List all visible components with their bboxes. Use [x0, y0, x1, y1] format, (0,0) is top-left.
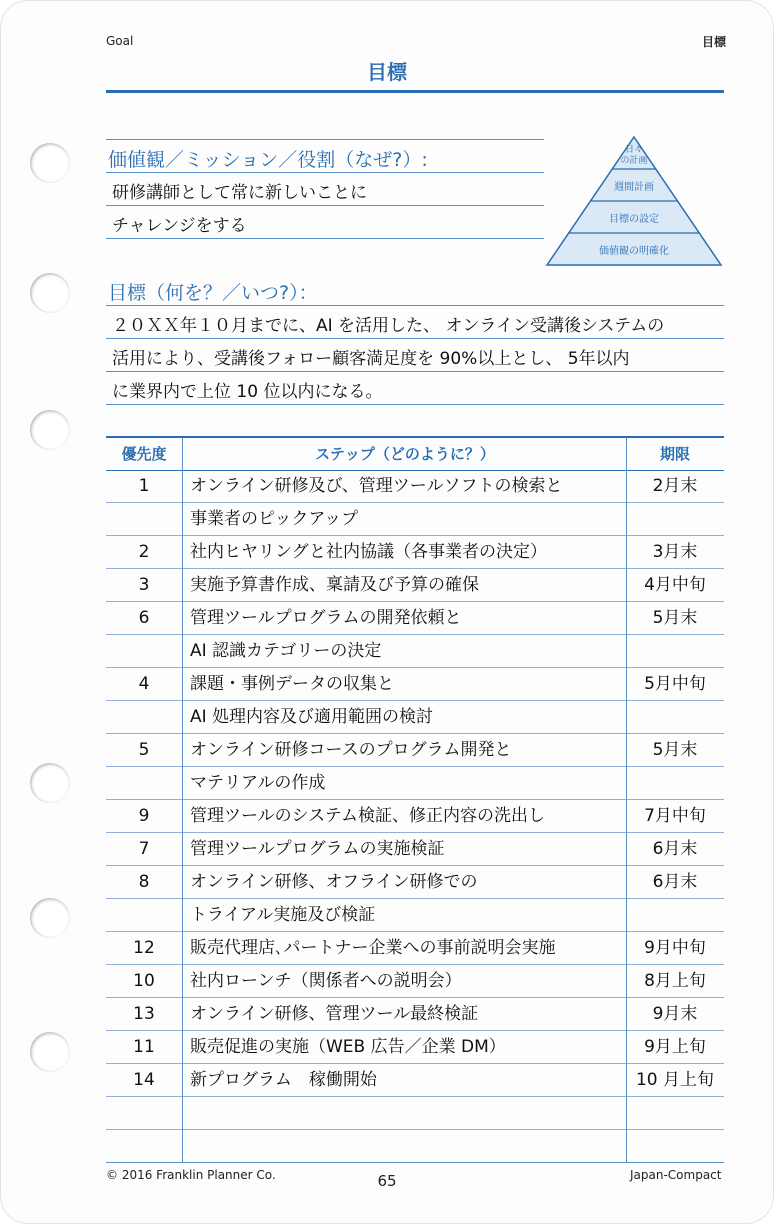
table-divider [182, 438, 183, 1162]
priority-cell: 6 [138, 608, 150, 628]
pyramid-level-values: 価値観の明確化 [599, 246, 669, 257]
table-row [106, 536, 724, 569]
binder-hole [30, 763, 70, 803]
step-cell: AI 処理内容及び適用範囲の検討 [190, 707, 434, 727]
priority-cell [106, 635, 182, 667]
table-row [106, 1064, 724, 1097]
priority-cell [106, 503, 182, 535]
deadline-cell [626, 767, 724, 799]
section-line [106, 205, 544, 206]
priority-cell [106, 1130, 182, 1162]
step-cell: オンライン研修コースのプログラム開発と [190, 740, 512, 760]
section-line [106, 338, 724, 339]
title-rule [106, 90, 724, 93]
table-divider [626, 438, 627, 1162]
deadline-cell: 5月末 [652, 740, 698, 760]
priority-cell: 11 [133, 1037, 155, 1057]
priority-cell [106, 767, 182, 799]
section-line [106, 238, 544, 239]
deadline-cell: 5月末 [652, 608, 698, 628]
header-right-label: 目標 [702, 35, 727, 49]
deadline-cell: 9月上旬 [644, 1037, 706, 1057]
deadline-cell: 6月末 [652, 872, 698, 892]
step-cell: 管理ツールのシステム検証、修正内容の洗出し [190, 806, 545, 826]
table-row [106, 470, 724, 503]
copyright: © 2016 Franklin Planner Co. [106, 1168, 276, 1182]
step-cell: トライアル実施及び検証 [190, 905, 376, 925]
step-cell: 社内ローンチ（関係者への説明会） [190, 971, 462, 991]
footer-rule [106, 1162, 724, 1163]
section-line [106, 371, 724, 372]
step-cell [190, 1097, 620, 1129]
priority-cell [106, 899, 182, 931]
table-row [106, 800, 724, 833]
page-number: 65 [377, 1172, 397, 1190]
priority-cell: 8 [138, 872, 150, 892]
priority-cell: 5 [138, 740, 150, 760]
table-row [106, 1031, 724, 1064]
productivity-pyramid [545, 135, 723, 267]
values-line-1: 研修講師として常に新しいことに [112, 183, 367, 203]
step-cell: 実施予算書作成、稟請及び予算の確保 [190, 575, 479, 595]
deadline-cell: 7月中旬 [644, 806, 706, 826]
table-row [106, 602, 724, 635]
step-cell: 販売促進の実施（WEB 広告／企業 DM） [190, 1037, 506, 1057]
step-cell: マテリアルの作成 [190, 773, 326, 793]
table-row [106, 1097, 724, 1130]
step-cell: 事業者のピックアップ [190, 509, 359, 529]
table-row [106, 635, 724, 668]
binder-hole [30, 1032, 70, 1072]
deadline-cell: 5月中旬 [644, 674, 706, 694]
priority-cell [106, 701, 182, 733]
table-row [106, 503, 724, 536]
deadline-cell: 4月中旬 [644, 575, 706, 595]
table-row [106, 965, 724, 998]
priority-cell: 9 [138, 806, 150, 826]
priority-cell: 12 [133, 938, 155, 958]
priority-cell [106, 1097, 182, 1129]
header-priority: 優先度 [121, 445, 167, 463]
table-body [106, 470, 724, 1163]
step-cell [190, 1130, 620, 1162]
table-row [106, 1130, 724, 1163]
section-line [106, 172, 544, 173]
deadline-cell [626, 1097, 724, 1129]
goal-line-1: ２０ＸＸ年１０月までに、AI を活用した、 オンライン受講後システムの [112, 316, 665, 336]
table-row [106, 569, 724, 602]
page-title: 目標 [367, 60, 407, 84]
priority-cell: 3 [138, 575, 150, 595]
deadline-cell [626, 701, 724, 733]
step-cell: 販売代理店､パートナー企業への事前説明会実施 [190, 938, 556, 958]
step-cell: 管理ツールプログラムの開発依頼と [190, 608, 462, 628]
section-line [106, 404, 724, 405]
binder-hole [30, 410, 70, 450]
pyramid-level-daily: 日々の計画 [620, 145, 648, 166]
goal-heading: 目標（何を？／いつ?）： [108, 282, 318, 304]
table-row [106, 833, 724, 866]
step-cell: オンライン研修及び、管理ツールソフトの検索と [190, 476, 563, 496]
section-line [106, 305, 724, 306]
binder-hole [30, 898, 70, 938]
table-row [106, 932, 724, 965]
table-row [106, 767, 724, 800]
table-row [106, 866, 724, 899]
step-cell: 管理ツールプログラムの実施検証 [190, 839, 445, 859]
deadline-cell: 3月末 [652, 542, 698, 562]
goal-line-3: に業界内で上位 10 位以内になる。 [112, 382, 383, 402]
deadline-cell: 8月上旬 [644, 971, 706, 991]
goal-line-2: 活用により、受講後フォロー顧客満足度を 90%以上とし、 5年以内 [112, 349, 630, 369]
deadline-cell: 9月末 [652, 1004, 698, 1024]
step-cell: 課題・事例データの収集と [190, 674, 394, 694]
table-header [106, 438, 724, 470]
table-row [106, 734, 724, 767]
pyramid-level-weekly: 週間計画 [614, 182, 654, 193]
binder-hole [30, 273, 70, 313]
header-left-label: Goal [106, 34, 134, 48]
deadline-cell [626, 503, 724, 535]
binder-hole [30, 143, 70, 183]
step-cell: オンライン研修、管理ツール最終検証 [190, 1004, 479, 1024]
table-row [106, 899, 724, 932]
step-cell: 新プログラム 稼働開始 [190, 1070, 377, 1090]
priority-cell: 1 [138, 476, 150, 496]
deadline-cell: 2月末 [652, 476, 698, 496]
deadline-cell: 6月末 [652, 839, 698, 859]
priority-cell: 10 [133, 971, 155, 991]
header-step: ステップ（どのように？） [315, 445, 495, 463]
deadline-cell [626, 635, 724, 667]
deadline-cell [626, 1130, 724, 1162]
step-cell: オンライン研修、オフライン研修での [190, 872, 478, 892]
deadline-cell: 10 月上旬 [635, 1070, 715, 1090]
priority-cell: 13 [133, 1004, 155, 1024]
steps-table [106, 438, 724, 1163]
step-cell: AI 認識カテゴリーの決定 [190, 641, 382, 661]
section-line [106, 139, 544, 140]
priority-cell: 4 [138, 674, 150, 694]
step-cell: 社内ヒヤリングと社内協議（各事業者の決定） [190, 542, 547, 562]
edition-label: Japan-Compact [630, 1168, 722, 1182]
priority-cell: 14 [133, 1070, 155, 1090]
priority-cell: 2 [138, 542, 150, 562]
table-row [106, 701, 724, 734]
pyramid-level-goals: 目標の設定 [609, 214, 659, 225]
table-row [106, 998, 724, 1031]
header-deadline: 期限 [659, 445, 690, 463]
deadline-cell [626, 899, 724, 931]
priority-cell: 7 [138, 839, 150, 859]
values-line-2: チャレンジをする [112, 216, 247, 236]
values-heading: 価値観／ミッション／役割（なぜ?）: [108, 149, 428, 171]
deadline-cell: 9月中旬 [644, 938, 706, 958]
table-row [106, 668, 724, 701]
